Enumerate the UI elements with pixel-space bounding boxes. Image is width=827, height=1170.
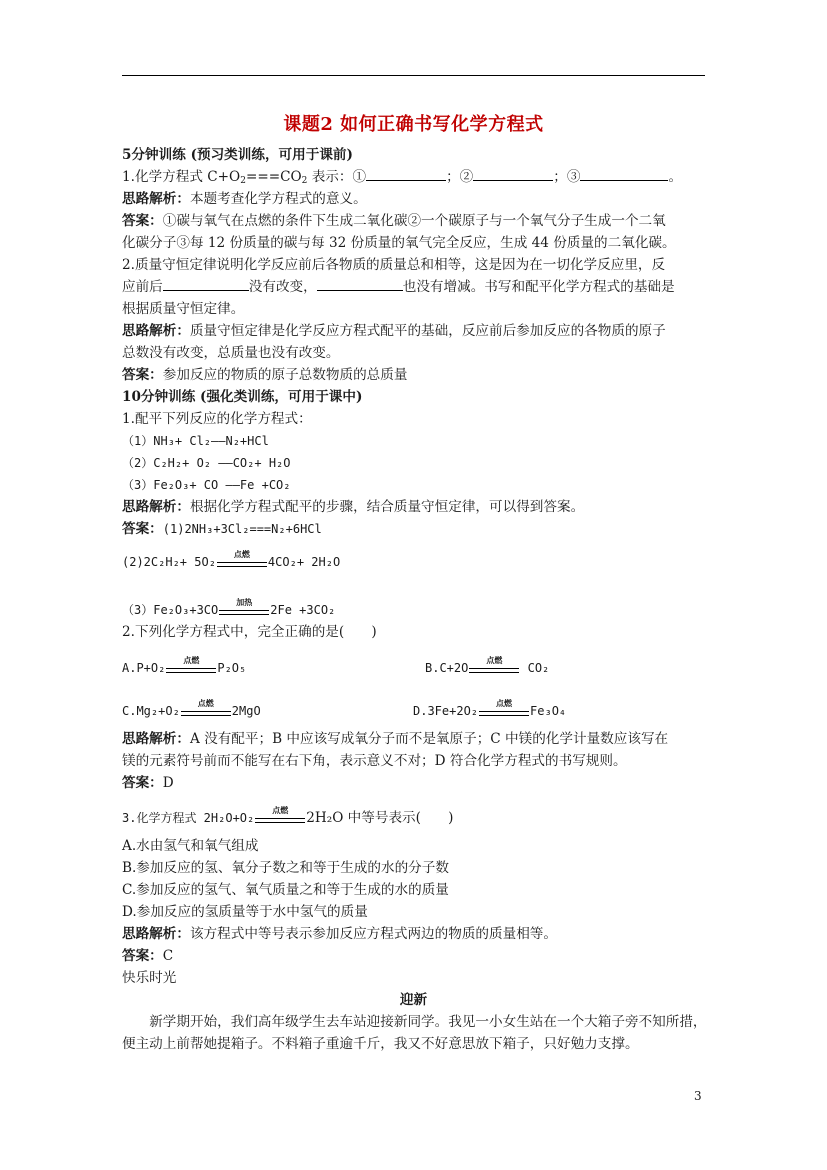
p2-option-a: A.P+O₂ 点燃 P₂O₅ bbox=[122, 655, 247, 675]
q2-analysis-text-1: 质量守恒定律是化学反应方程式配平的基础，反应前后参加反应的各物质的原子 bbox=[189, 323, 666, 339]
blank bbox=[317, 278, 403, 291]
analysis-label: 思路解析： bbox=[122, 926, 190, 942]
q1-analysis bbox=[122, 189, 367, 209]
q1-answer-line-2: 化碳分子③每 12 份质量的碳与每 32 份质量的氧气完全反应，生成 44 份质量的二氧化碳。 bbox=[122, 235, 676, 251]
p2-option-c: C.Mg₂+O₂ 点燃 2MgO bbox=[122, 698, 261, 718]
answer-label: 答案： bbox=[122, 775, 163, 791]
reaction-arrow-ignite: 点燃 bbox=[255, 812, 305, 826]
q2-line-1: 2.质量守恒定律说明化学反应前后各物质的质量总和相等，这是因为在一切化学反应里，反 bbox=[122, 257, 666, 273]
q2-line-2 bbox=[122, 277, 675, 297]
p3-analysis bbox=[122, 924, 557, 944]
section-heading-10min: 10分钟训练 (强化类训练，可用于课中) bbox=[122, 389, 363, 405]
p1-ans3-left: （3）Fe₂O₃+3CO bbox=[122, 603, 219, 617]
p3-answer-text: C bbox=[162, 948, 174, 964]
p1-ans1-right: N₂+6HCl bbox=[271, 522, 322, 536]
p2-answer bbox=[122, 773, 174, 793]
analysis-label: 思路解析： bbox=[122, 191, 190, 207]
p1-stem: 1.配平下列反应的化学方程式： bbox=[122, 411, 312, 427]
story-title: 迎新 bbox=[399, 992, 428, 1008]
p1-ans3-right: 2Fe +3CO₂ bbox=[270, 603, 336, 617]
p2-option-b: B.C+2O 点燃 CO₂ bbox=[425, 655, 550, 675]
q2-l2b: 没有改变， bbox=[248, 279, 317, 295]
story-paragraph: 新学期开始，我们高年级学生去车站迎接新同学。我见一小女生站在一个大箱子旁不知所措，便主动上前帮她提箱子。不料箱子重逾千斤，我又不好意思放下箱子，只好勉力支撑。 bbox=[122, 1014, 707, 1052]
p3-option-b: B.参加反应的氢、氧分子数之和等于生成的水的分子数 bbox=[122, 860, 449, 876]
p3-analysis-text: 该方程式中等号表示参加反应方程式两边的物质的质量相等。 bbox=[189, 926, 557, 942]
p3-stem: 3.化学方程式 2H₂O+O₂ 点燃 2H₂O 中等号表示( ) bbox=[122, 804, 454, 826]
p1-analysis bbox=[122, 497, 584, 517]
q2-l2c: 也没有增减。书写和配平化学方程式的基础是 bbox=[402, 279, 675, 295]
analysis-label: 思路解析： bbox=[122, 323, 190, 339]
blank bbox=[163, 278, 249, 291]
p1-answer-1 bbox=[122, 519, 322, 539]
q2-analysis-line-2: 总数没有改变，总质量也没有改变。 bbox=[122, 345, 340, 361]
q2-analysis-line-1 bbox=[122, 321, 666, 341]
section-heading-5min: 5分钟训练 (预习类训练，可用于课前) bbox=[122, 147, 353, 163]
q1-analysis-text: 本题考查化学方程式的意义。 bbox=[189, 191, 367, 207]
question-1: 1.化学方程式 $C+O_2===CO_2$ 表示：① ；② ；③ 。 bbox=[122, 169, 683, 186]
blank bbox=[473, 168, 553, 181]
p2-analysis-line-2: 镁的元素符号前而不能写在右下角，表示意义不对；D 符合化学方程式的书写规则。 bbox=[122, 753, 627, 769]
analysis-label: 思路解析： bbox=[122, 731, 190, 747]
q1-end: 。 bbox=[668, 169, 683, 185]
p3-option-a: A.水由氢气和氧气组成 bbox=[122, 838, 259, 854]
p3-answer bbox=[122, 946, 173, 966]
p1-item-1: （1）NH₃+ Cl₂——N₂+HCl bbox=[122, 434, 269, 448]
p1-ans1-eq: === bbox=[249, 522, 272, 536]
q1-product: CO bbox=[280, 169, 302, 185]
p1-ans2-right: 4CO₂+ 2H₂O bbox=[267, 555, 341, 569]
p2-stem: 2.下列化学方程式中，完全正确的是( ) bbox=[122, 624, 377, 640]
answer-label: 答案： bbox=[122, 948, 163, 964]
p1-ans2-left: (2)2C₂H₂+ 5O₂ bbox=[122, 555, 216, 569]
q1-eq: === bbox=[245, 169, 281, 185]
page-title: 课题2 如何正确书写化学方程式 bbox=[283, 114, 544, 135]
blank bbox=[366, 168, 446, 181]
p1-answer-2 bbox=[122, 548, 341, 572]
q1-answer-text-1: ①碳与氧气在点燃的条件下生成二氧化碳②一个碳原子与一个氧气分子生成一个二氧 bbox=[162, 213, 666, 229]
q2-answer bbox=[122, 365, 407, 385]
p2-answer-text: D bbox=[162, 775, 174, 791]
analysis-label: 思路解析： bbox=[122, 499, 190, 515]
q1-suffix: 表示：① bbox=[307, 169, 367, 185]
reaction-arrow-ignite: 点燃 bbox=[181, 705, 231, 719]
reaction-arrow-ignite: 点燃 bbox=[166, 662, 216, 676]
p1-answer-3 bbox=[122, 596, 336, 620]
p2-analysis-text-1: A 没有配平；B 中应该写成氧分子而不是氧原子；C 中镁的化学计量数应该写在 bbox=[189, 731, 669, 747]
q2-line-3: 根据质量守恒定律。 bbox=[122, 301, 245, 317]
reaction-arrow-ignite: 点燃 bbox=[469, 662, 519, 676]
header-rule bbox=[122, 75, 705, 76]
q1-prefix: 1.化学方程式 C+O bbox=[122, 169, 241, 185]
q1-marker-3: ；③ bbox=[553, 169, 581, 185]
answer-label: 答案： bbox=[122, 521, 163, 537]
p1-analysis-text: 根据化学方程式配平的步骤，结合质量守恒定律，可以得到答案。 bbox=[189, 499, 585, 515]
p2-option-d: D.3Fe+2O₂ 点燃 Fe₃O₄ bbox=[413, 698, 567, 718]
answer-label: 答案： bbox=[122, 213, 163, 229]
answer-label: 答案： bbox=[122, 367, 163, 383]
p1-ans1-left: (1)2NH₃+3Cl₂ bbox=[162, 522, 250, 536]
q1-answer-line-1 bbox=[122, 211, 666, 231]
p1-item-2: （2）C₂H₂+ O₂ ——CO₂+ H₂O bbox=[122, 456, 291, 470]
blank bbox=[580, 168, 668, 181]
q2-answer-text: 参加反应的物质的原子总数物质的总质量 bbox=[162, 367, 408, 383]
page-number: 3 bbox=[694, 1089, 702, 1103]
p3-option-d: D.参加反应的氢质量等于水中氢气的质量 bbox=[122, 904, 368, 920]
p3-option-c: C.参加反应的氢气、氧气质量之和等于生成的水的质量 bbox=[122, 882, 449, 898]
reaction-arrow-heat: 加热 bbox=[219, 604, 269, 618]
q1-marker-2: ；② bbox=[446, 169, 474, 185]
p1-item-3: （3）Fe₂O₃+ CO ——Fe +CO₂ bbox=[122, 478, 291, 492]
fun-time-label: 快乐时光 bbox=[122, 970, 177, 986]
q2-l2a: 应前后 bbox=[122, 279, 163, 295]
reaction-arrow-ignite: 点燃 bbox=[479, 705, 529, 719]
p2-analysis-line-1 bbox=[122, 729, 668, 749]
reaction-arrow-ignite: 点燃 bbox=[217, 556, 267, 570]
